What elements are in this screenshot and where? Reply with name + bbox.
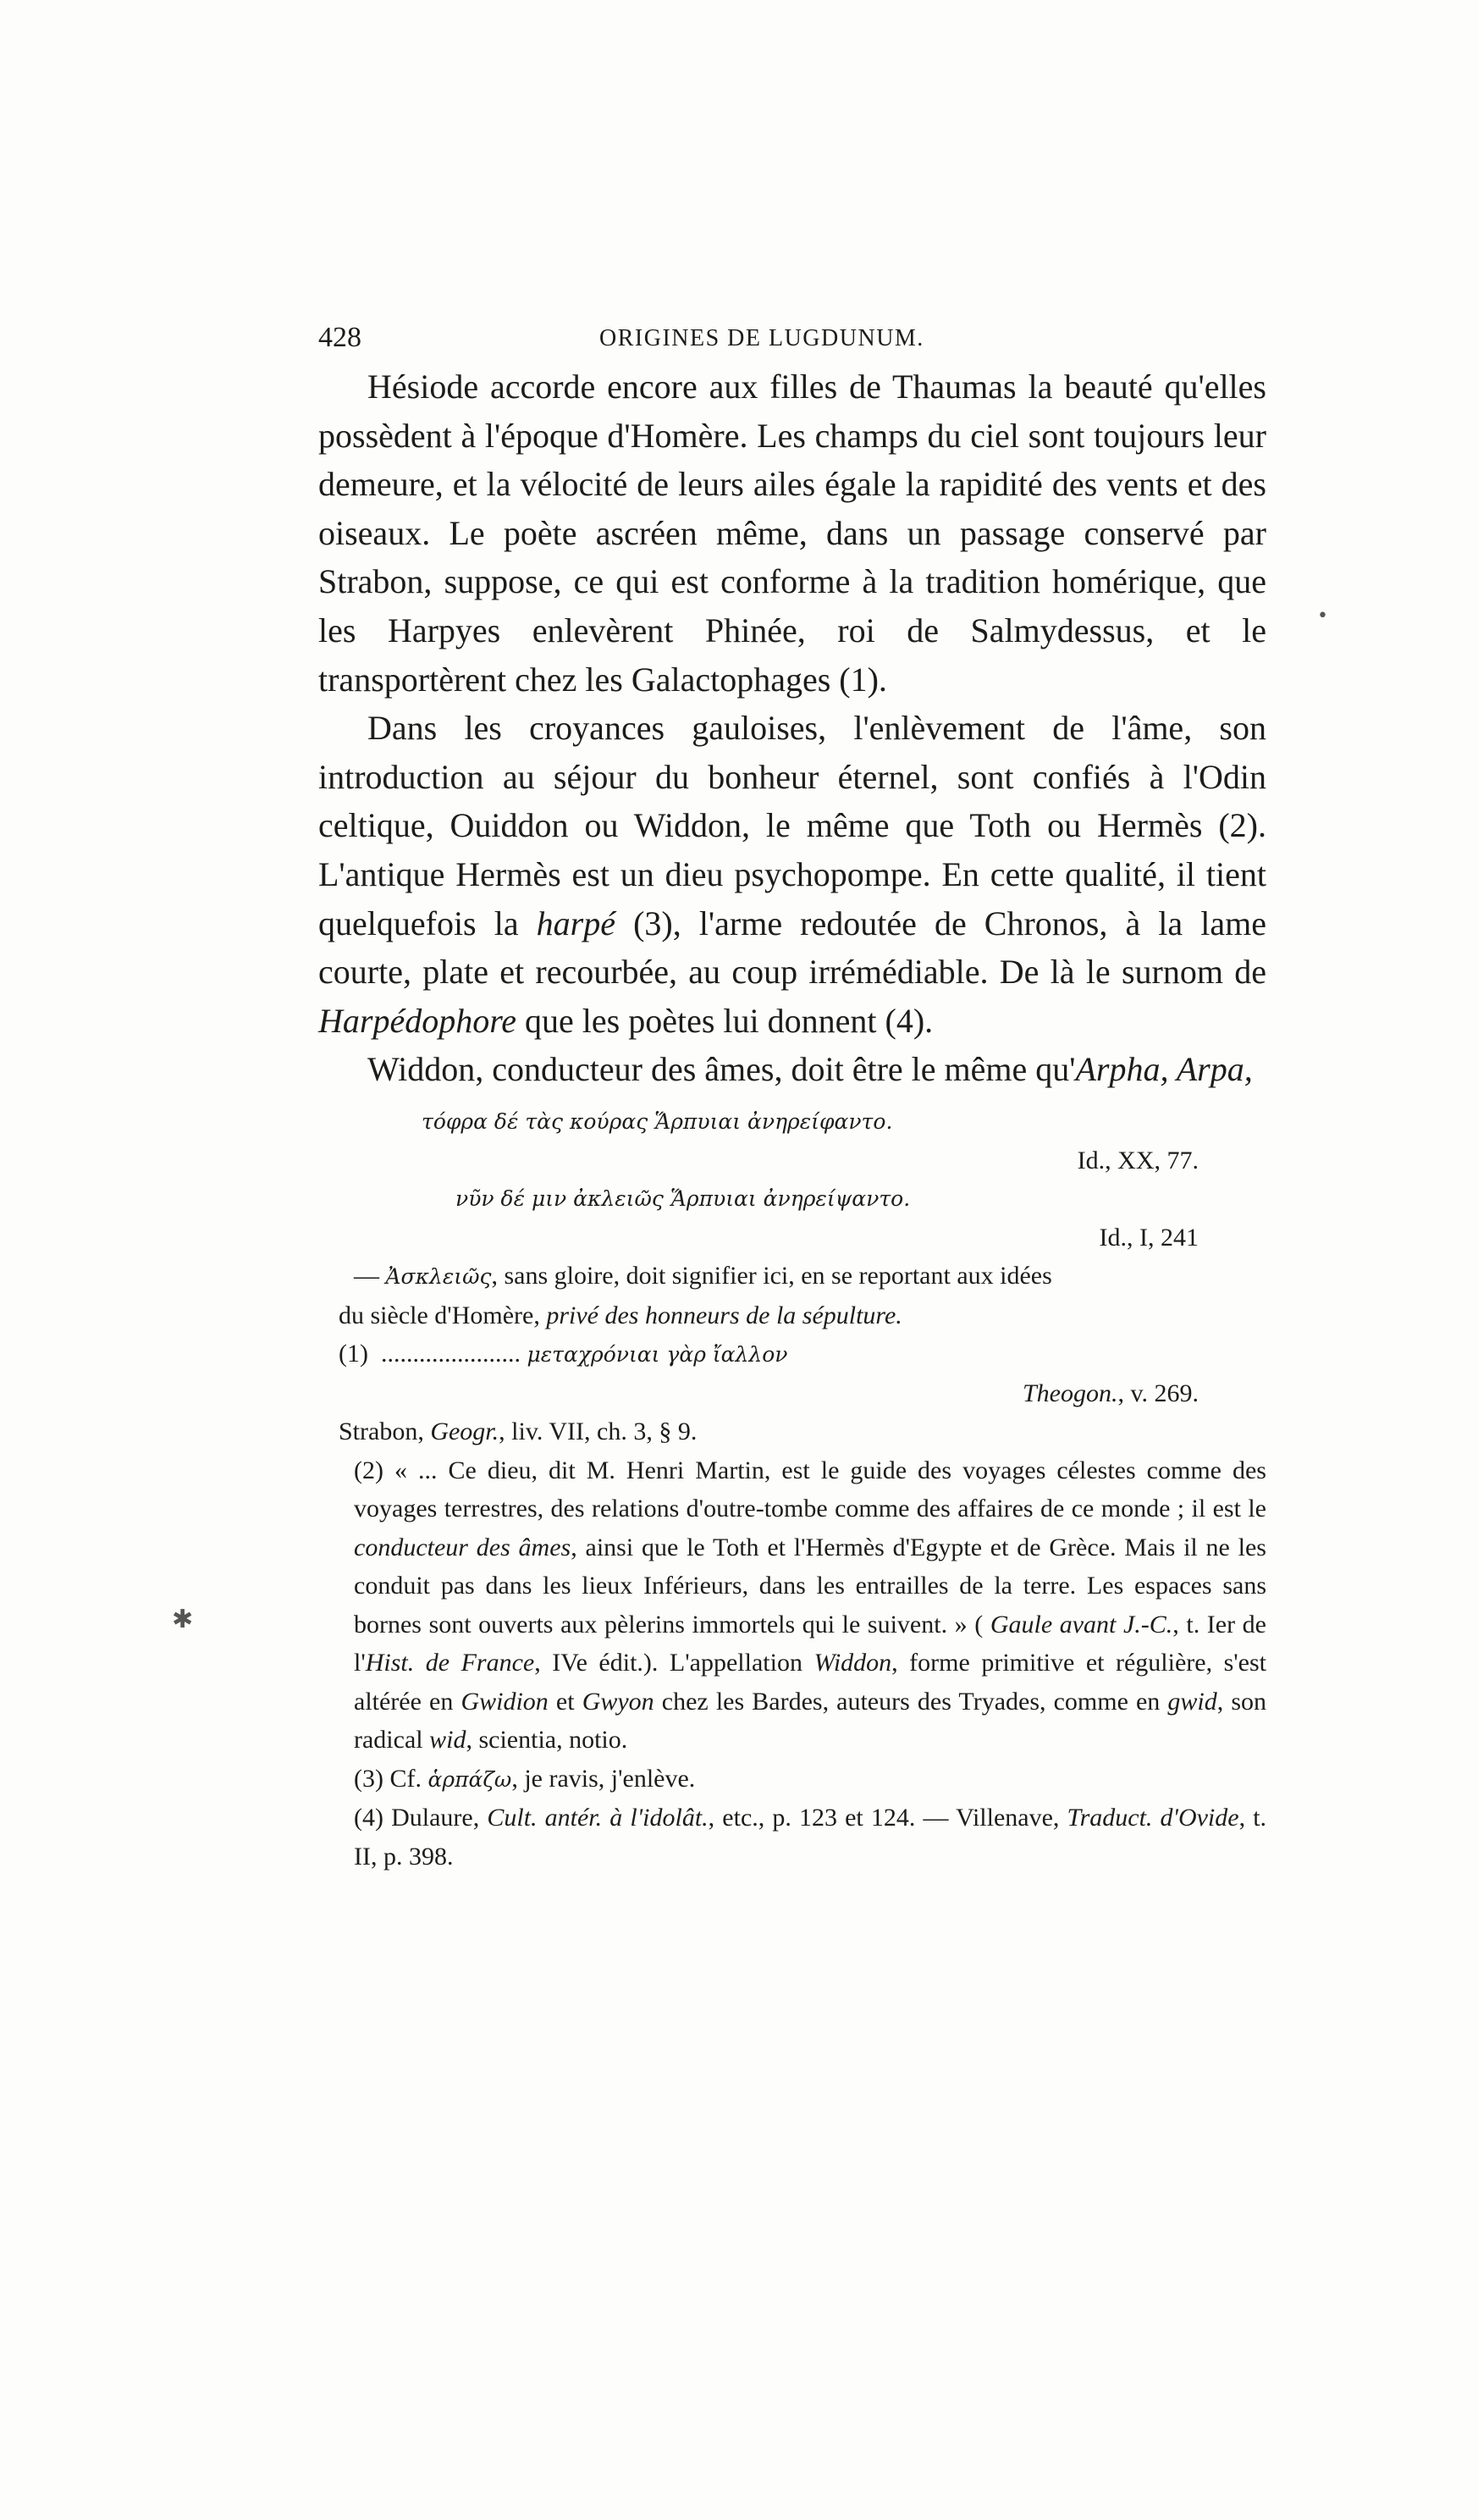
citation: Id., XX, 77.: [1077, 1146, 1199, 1174]
note-text: , etc., p. 123 et 124. — Villenave,: [708, 1804, 1060, 1832]
italic-phrase: privé des honneurs de la sépulture.: [546, 1301, 902, 1329]
note-text: , scientia, notio.: [466, 1726, 628, 1754]
note-text: , t. II, p. 398.: [354, 1804, 1267, 1871]
note-text: , son radical: [354, 1687, 1267, 1754]
greek-quotation: νῦν δέ μιν ἀκλειῶς Ἅρπυιαι ἀνηρείψαντο.: [455, 1186, 911, 1211]
greek-word: ἁρπάζω: [427, 1766, 512, 1792]
italic-phrase: conducteur des âmes: [354, 1533, 571, 1561]
italic-title: Theogon.: [1022, 1379, 1118, 1407]
citation: Id., I, 241: [1099, 1223, 1199, 1252]
greek-quotation: μεταχρόνιαι γὰρ ἴαλλον: [527, 1342, 788, 1367]
running-header: [318, 322, 936, 364]
note-text: (3) Cf.: [354, 1764, 422, 1793]
italic-term: harpé: [536, 904, 615, 942]
note-text: , t. Ier de l': [354, 1610, 1267, 1677]
running-title: ORIGINES DE LUGDUNUM.: [599, 325, 924, 351]
paragraph-text: (3), l'arme redoutée de Chronos, à la lame courte, plate et recourbée, au coup irrémédiable. De là le surnom de: [318, 904, 1266, 992]
note-marker: (1): [339, 1340, 368, 1368]
note-2: [339, 1451, 1266, 1760]
note-text: du siècle d'Homère,: [339, 1301, 540, 1329]
greek-word: Ἀσκλειῶς: [385, 1264, 492, 1289]
note-4: [339, 1799, 1266, 1876]
greek-quotation: τόφρα δέ τὰς κούρας Ἅρπυιαι ἀνηρείφαντο.: [422, 1109, 893, 1134]
note-text: , je ravis, j'enlève.: [511, 1764, 696, 1793]
italic-title: Cult. antér. à l'idolât.: [487, 1804, 709, 1832]
note-dots: ......................: [380, 1340, 521, 1368]
paragraph-text: que les poètes lui donnent (4).: [525, 1001, 934, 1040]
note-strabon: [339, 1412, 1266, 1451]
note-text: , IVe édit.). L'appellation: [534, 1649, 802, 1677]
footnotes: [339, 1102, 1266, 1876]
note-text: chez les Bardes, auteurs des Tryades, comme en: [661, 1687, 1161, 1716]
citation-text: , v. 269.: [1117, 1379, 1199, 1407]
paragraph-widdon: [318, 1045, 1266, 1094]
note-askleios: — Ἀσκλειῶς, sans gloire, doit signifier ici, en se reportant aux idées: [354, 1262, 1052, 1290]
italic-term: Harpédophore: [318, 1001, 517, 1040]
note-text: Strabon,: [339, 1418, 424, 1445]
paragraph-text: Widdon, conducteur des âmes, doit être le même qu': [367, 1050, 1076, 1089]
italic-term: Arpha, Arpa,: [1075, 1050, 1253, 1089]
paragraph-hesiode: Hésiode accorde encore aux filles de Thaumas la beauté qu'elles possèdent à l'époque d'Homère. Les champs du ciel sont toujours leur demeure, et la vélocité de leurs ailes égale la rapidité des vents et des oiseaux. Le poète ascréen même, dans un passage conservé par Strabon, suppose, ce qui est conforme à la tradition homérique, que les Harpyes enlevèrent Phinée, roi de Salmydessus, et le transportèrent chez les Galactophages (1).: [318, 368, 1266, 699]
note-text: (4) Dulaure,: [354, 1804, 480, 1832]
italic-term: Gwidion: [460, 1687, 549, 1716]
note-text: , sans gloire, doit signifier ici, en se reportant aux idées: [491, 1262, 1052, 1290]
paragraph-text: Dans les croyances gauloises, l'enlèvement de l'âme, son introduction au séjour du bonheur éternel, sont confiés à l'Odin celtique, Ouiddon ou Widdon, le même que Toth ou Hermès (2). L'antique Hermès est un dieu psychopompe. En cette qualité, il tient quelquefois la: [318, 709, 1266, 942]
italic-term: Gwyon: [582, 1687, 654, 1716]
note-text: , liv. VII, ch. 3, § 9.: [499, 1418, 698, 1445]
italic-title: Gaule avant J.-C.: [990, 1610, 1173, 1639]
italic-title: Hist. de France: [365, 1649, 535, 1677]
note-text: , forme primitive et régulière, s'est altérée en: [354, 1649, 1267, 1716]
note-1: [339, 1335, 1266, 1374]
italic-title: Traduct. d'Ovide: [1067, 1804, 1239, 1832]
italic-term: Widdon: [813, 1649, 892, 1677]
page-number: 428: [318, 322, 361, 353]
note-text: , ainsi que le Toth et l'Hermès d'Egypte et de Grèce. Mais il ne les conduit pas dans les lieux Inférieurs, dans les entrailles de la terre. Les espaces sans bornes sont ouverts aux pèlerins immortels qui le suivent. » (: [354, 1533, 1266, 1639]
citation: [339, 1374, 1266, 1413]
italic-term: gwid: [1167, 1687, 1217, 1716]
note-3: [339, 1760, 1266, 1799]
note-text: (2) « ... Ce dieu, dit M. Henri Martin, est le guide des voyages célestes comme des voyages terrestres, des relations d'outre-tombe comme des affaires de ce monde ; il est le: [354, 1456, 1266, 1522]
note-text: et: [555, 1687, 575, 1716]
italic-title: Geogr.: [430, 1418, 499, 1445]
asterisk-mark-icon: ✱: [172, 1605, 194, 1634]
paragraph-croyances-gauloises: [318, 704, 1266, 1045]
margin-speck: •: [1317, 605, 1328, 627]
note-askleios-cont: [339, 1296, 1266, 1335]
main-text: [318, 362, 1266, 1094]
italic-term: wid: [429, 1726, 466, 1754]
